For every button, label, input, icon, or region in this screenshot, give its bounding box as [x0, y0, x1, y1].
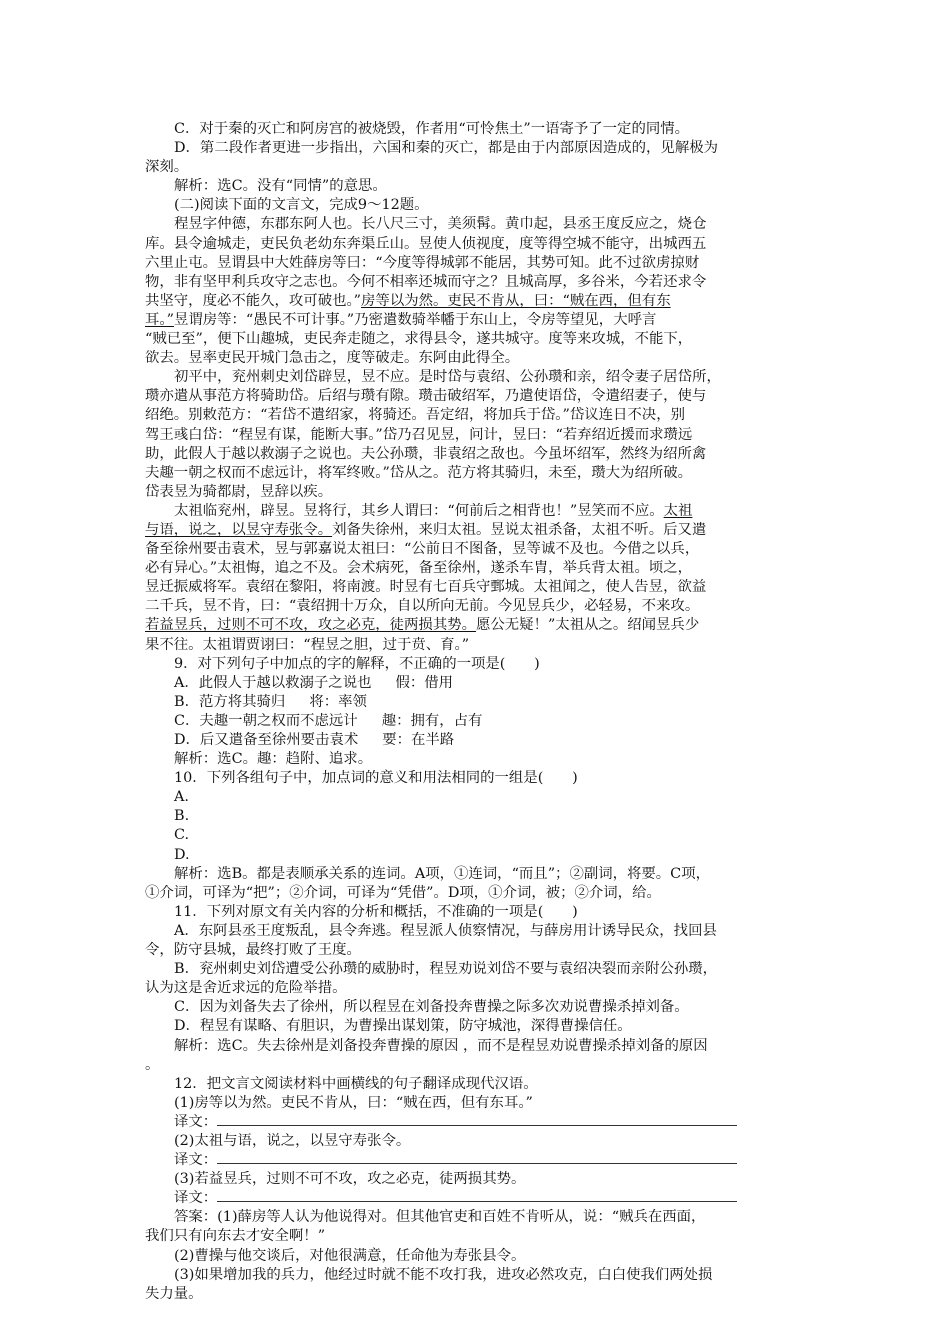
q12-item-1: (1)房等以为然。吏民不肯从，曰：“贼在西，但有东耳。”	[174, 1094, 533, 1111]
q8-option-d-cont: 深刻。	[145, 159, 189, 176]
q11-option-d: D．程昱有谋略、有胆识，为曹操出谋划策，防守城池，深得曹操信任。	[174, 1018, 632, 1035]
translation-line: 译文：	[145, 1151, 810, 1170]
q8-analysis: 解析：选C。没有“同情”的意思。	[174, 178, 387, 195]
q9-option-c: C．夫趣一朝之权而不虑远计 趣：拥有，占有	[174, 712, 483, 729]
underlined-sentence: 与语，说之，以昱守寿张令。	[145, 521, 333, 538]
passage-line: 驾王彧白岱：“程昱有谋，能断大事。”岱乃召见昱，问计，昱曰：“若弃绍近援而求瓒远	[145, 426, 693, 443]
q10-analysis: 解析：选B。都是表顺承关系的连词。A项，①连词，“而且”；②副词，将要。C项，	[174, 865, 710, 882]
q10-analysis-cont: ①介词，可译为“把”；②介词，可译为“凭借”。D项，①介词，被；②介词，给。	[145, 884, 661, 901]
passage-line: 必有异心。”太祖悔，追之不及。会术病死，备至徐州，遂杀车胄，举兵背太祖。顷之，	[145, 560, 693, 577]
q11-option-b: B．兖州刺史刘岱遭受公孙瓒的威胁时，程昱劝说刘岱不要与袁绍决裂而亲附公孙瓒，	[174, 961, 718, 978]
q11-option-a-cont: 令，防守县城，最终打败了王度。	[145, 942, 361, 959]
q8-option-c: C．对于秦的灭亡和阿房宫的被烧毁，作者用“可怜焦土”一语寄予了一定的同情。	[174, 121, 690, 137]
passage-line	[145, 311, 810, 330]
q9-option-a: A．此假人于越以救溺子之说也 假：借用	[174, 674, 454, 691]
q10-option-c: C.	[174, 827, 190, 844]
underlined-sentence: 房等以为然。吏民不肯从，曰：“贼在西，但有东	[361, 292, 671, 309]
translation-line: 译文：	[145, 1113, 810, 1132]
passage-line: 助，此假人于越以救溺子之说也。夫公孙瓒，非袁绍之敌也。今虽坏绍军，然终为绍所禽	[145, 445, 707, 462]
q9-option-b: B．范方将其骑归 将：率领	[174, 693, 367, 710]
passage-text: 刘备失徐州，来归太祖。昱说太祖杀备，太祖不听。后又遣	[332, 521, 707, 538]
q10-option-d: D.	[174, 846, 190, 863]
document-page	[145, 120, 810, 1304]
passage-line: 岱表昱为骑都尉，昱辞以疾。	[145, 483, 333, 500]
passage-line	[145, 502, 810, 521]
q12-answer: 答案：(1)薛房等人认为他说得对。但其他官吏和百姓不肯听从，说：“贼兵在西面，	[174, 1209, 706, 1226]
q11-stem: 11．下列对原文有关内容的分析和概括，不准确的一项是( )	[174, 903, 578, 920]
translation-line: 译文：	[145, 1189, 810, 1208]
answer-blank[interactable]	[217, 1189, 737, 1202]
passage-line: 昱迁振威将军。袁绍在黎阳，将南渡。时昱有七百兵守鄄城。太祖闻之，使人告昱，欲益	[145, 579, 707, 596]
underlined-sentence: 耳。”	[145, 311, 174, 328]
passage-line: 瓒亦遣从事范方将骑助岱。后绍与瓒有隙。瓒击破绍军，乃遣使语岱，令遣绍妻子，使与	[145, 388, 707, 405]
passage-line: 绍绝。别敕范方：“若岱不遣绍家，将骑还。吾定绍，将加兵于岱。”岱议连日不决，别	[145, 407, 685, 424]
q11-option-a: A．东阿县丞王度叛乱，县令奔逃。程昱派人侦察情况，与薛房用计诱导民众，找回县	[174, 922, 717, 939]
passage-line: 欲去。昱率吏民开城门急击之，度等破走。东阿由此得全。	[145, 350, 520, 367]
passage-line: 程昱字仲德，东郡东阿人也。长八尺三寸，美须髯。黄巾起，县丞王度反应之，烧仓	[174, 216, 707, 233]
q12-item-3: (3)若益昱兵，过则不可不攻，攻之必克，徒两损其势。	[174, 1171, 526, 1188]
passage-line	[145, 521, 810, 540]
passage-line: 物，非有坚甲利兵攻守之志也。今何不相率还城而守之？且城高厚，多谷米，今若还求令	[145, 273, 707, 290]
underlined-sentence: 若益昱兵，过则不可不攻，攻之必克，徒两损其势。	[145, 617, 476, 634]
passage-line: 果不往。太祖谓贾诩曰：“程昱之胆，过于贲、育。”	[145, 636, 470, 653]
passage-line	[145, 616, 810, 635]
passage-text: 共坚守，度必不能久，攻可破也。”	[145, 292, 362, 309]
q9-analysis: 解析：选C。趣：趋附、追求。	[174, 751, 373, 768]
section-intro: (二)阅读下面的文言文，完成9～12题。	[174, 197, 429, 214]
q11-analysis-cont: 。	[145, 1056, 160, 1073]
passage-line: 夫趣一朝之权而不虑远计，将军终败。”岱从之。范方将其骑归，未至，瓒大为绍所破。	[145, 464, 693, 481]
q8-option-d: D．第二段作者更进一步指出，六国和秦的灭亡，都是由于内部原因造成的，见解极为	[174, 140, 718, 157]
passage-line: 备至徐州要击袁术，昱与郭嘉说太祖曰：“公前日不图备，昱等诚不及也。今借之以兵，	[145, 541, 700, 558]
q10-stem: 10．下列各组句子中，加点词的意义和用法相同的一组是( )	[174, 770, 578, 787]
q11-option-b-cont: 认为这是舍近求远的危险举措。	[145, 980, 347, 997]
passage-line: 二千兵，昱不肯，曰：“袁绍拥十万众，自以所向无前。今见昱兵少，必轻易，不来攻。	[145, 598, 700, 615]
q10-option-b: B.	[174, 808, 190, 825]
q12-item-2: (2)太祖与语，说之，以昱守寿张令。	[174, 1132, 411, 1149]
q10-option-a: A.	[174, 789, 189, 806]
q12-stem: 12．把文言文阅读材料中画横线的句子翻译成现代汉语。	[174, 1075, 538, 1092]
q12-answer-cont: 我们只有向东去才安全啊！”	[145, 1228, 326, 1245]
passage-text: 太祖临兖州，辟昱。昱将行，其乡人谓曰：“何前后之相背也！”昱笑而不应。	[174, 502, 664, 519]
passage-text: 愿公无疑！”太祖从之。绍闻昱兵少	[476, 617, 700, 634]
answer-blank[interactable]	[217, 1151, 737, 1164]
q11-analysis: 解析：选C。失去徐州是刘备投奔曹操的原因 ，而不是程昱劝说曹操杀掉刘备的原因	[174, 1037, 708, 1054]
q11-option-c: C．因为刘备失去了徐州，所以程昱在刘备投奔曹操之际多次劝说曹操杀掉刘备。	[174, 999, 689, 1016]
q12-answer: (2)曹操与他交谈后，对他很满意，任命他为寿张县令。	[174, 1247, 526, 1264]
q9-stem: 9．对下列句子中加点的字的解释，不正确的一项是( )	[174, 655, 540, 672]
q9-option-d: D．后又遣备至徐州要击袁术 要：在半路	[174, 732, 455, 748]
q12-answer-cont: 失力量。	[145, 1285, 203, 1302]
passage-line: 库。县令逾城走，吏民负老幼东奔渠丘山。昱使人侦视度，度等得空城不能守，出城西五	[145, 235, 707, 252]
answer-blank[interactable]	[217, 1113, 737, 1126]
passage-text: 昱谓房等：“愚民不可计事。”乃密遣数骑举幡于东山上，令房等望见，大呼言	[173, 311, 657, 328]
underlined-sentence: 太祖	[663, 502, 693, 519]
q12-answer: (3)如果增加我的兵力，他经过时就不能不攻打我，进攻必然攻克，白白使我们两处损	[174, 1266, 713, 1283]
passage-line: 六里止屯。昱谓县中大姓薛房等曰：“今度等得城郭不能居，其势可知。此不过欲虏掠财	[145, 254, 700, 271]
passage-line: 初平中，兖州刺史刘岱辟昱，昱不应。是时岱与袁绍、公孙瓒和亲，绍令妻子居岱所，	[174, 369, 721, 386]
passage-line	[145, 292, 810, 311]
passage-line: “贼已至”，便下山趣城，吏民奔走随之，求得县令，遂共城守。度等来攻城，不能下，	[145, 331, 693, 348]
